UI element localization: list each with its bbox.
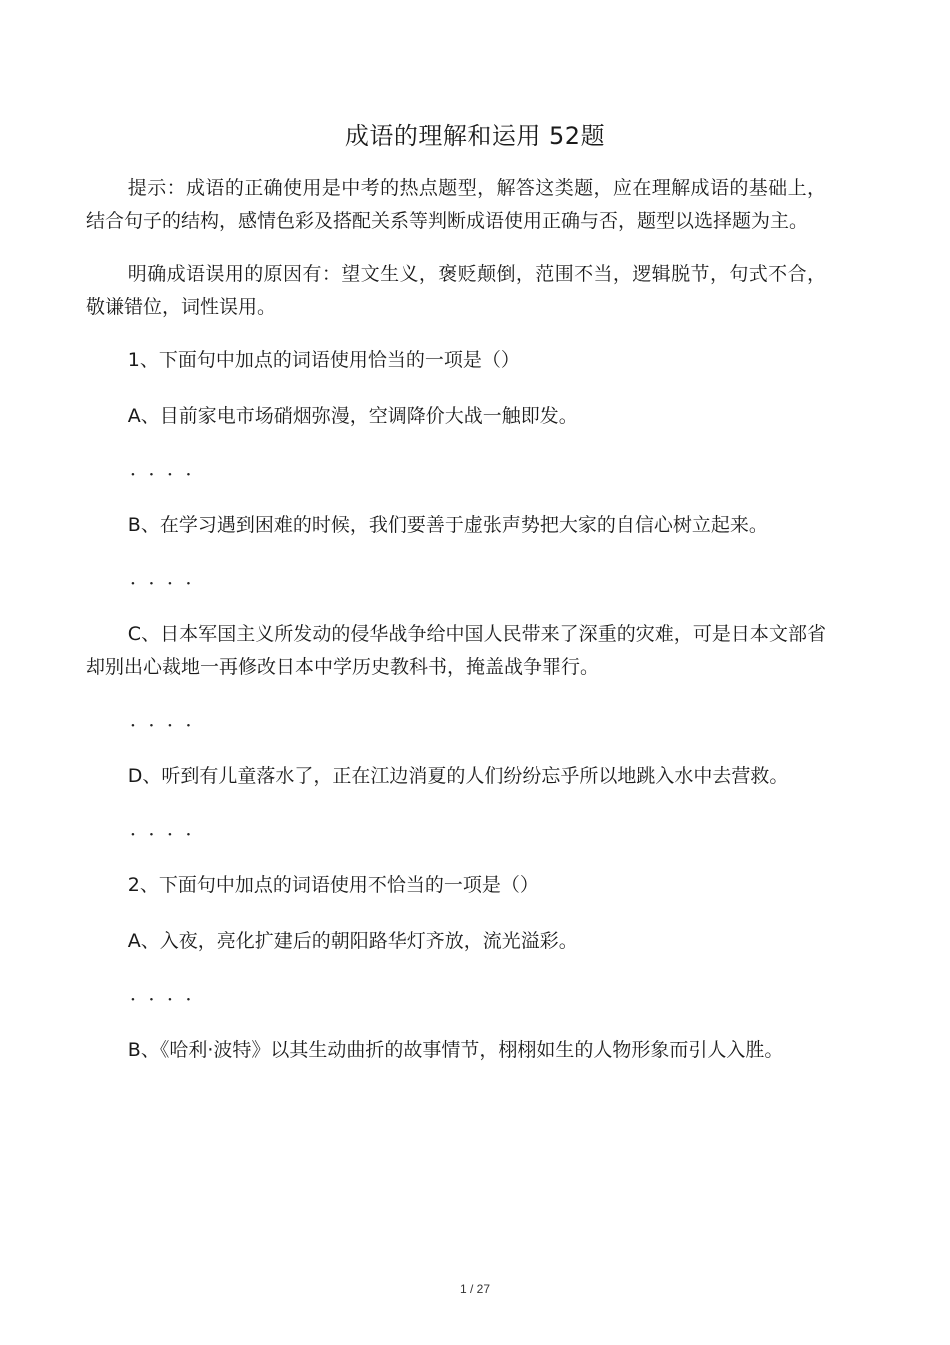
page-number: 1 / 27 [459, 1282, 491, 1296]
question-option: B、《哈利·波特》以其生动曲折的故事情节，栩栩如生的人物形象而引人入胜。 [127, 1039, 784, 1061]
question-option: D、听到有儿童落水了，正在江边消夏的人们纷纷忘乎所以地跳入水中去营救。 [127, 765, 789, 787]
question-option: A、目前家电市场硝烟弥漫，空调降价大战一触即发。 [127, 405, 578, 427]
question-stem: 1、下面句中加点的词语使用恰当的一项是（） [127, 349, 520, 371]
document-title: 成语的理解和运用 52题 [344, 122, 606, 150]
emphasis-dots: ．．．． [130, 818, 214, 840]
question-option: C、日本军国主义所发动的侵华战争给中国人民带来了深重的灾难，可是日本文部省却别出心裁地一再修改日本中学历史教科书，掩盖战争罪行。 [86, 623, 826, 678]
emphasis-dots: ．．．． [130, 983, 214, 1005]
question-option: B、在学习遇到困难的时候，我们要善于虚张声势把大家的自信心树立起来。 [127, 514, 768, 536]
emphasis-dots: ．．．． [130, 458, 214, 480]
question-stem: 2、下面句中加点的词语使用不恰当的一项是（） [127, 874, 539, 896]
intro-paragraph: 明确成语误用的原因有：望文生义，褒贬颠倒，范围不当，逻辑脱节，句式不合，敬谦错位，词性误用。 [86, 263, 826, 318]
document-body [86, 172, 826, 1067]
emphasis-dots: ．．．． [130, 567, 214, 589]
emphasis-dots: ．．．． [130, 709, 214, 731]
intro-paragraph: 提示：成语的正确使用是中考的热点题型，解答这类题，应在理解成语的基础上，结合句子的结构，感情色彩及搭配关系等判断成语使用正确与否，题型以选择题为主。 [86, 177, 826, 232]
question-option: A、入夜，亮化扩建后的朝阳路华灯齐放，流光溢彩。 [127, 930, 578, 952]
